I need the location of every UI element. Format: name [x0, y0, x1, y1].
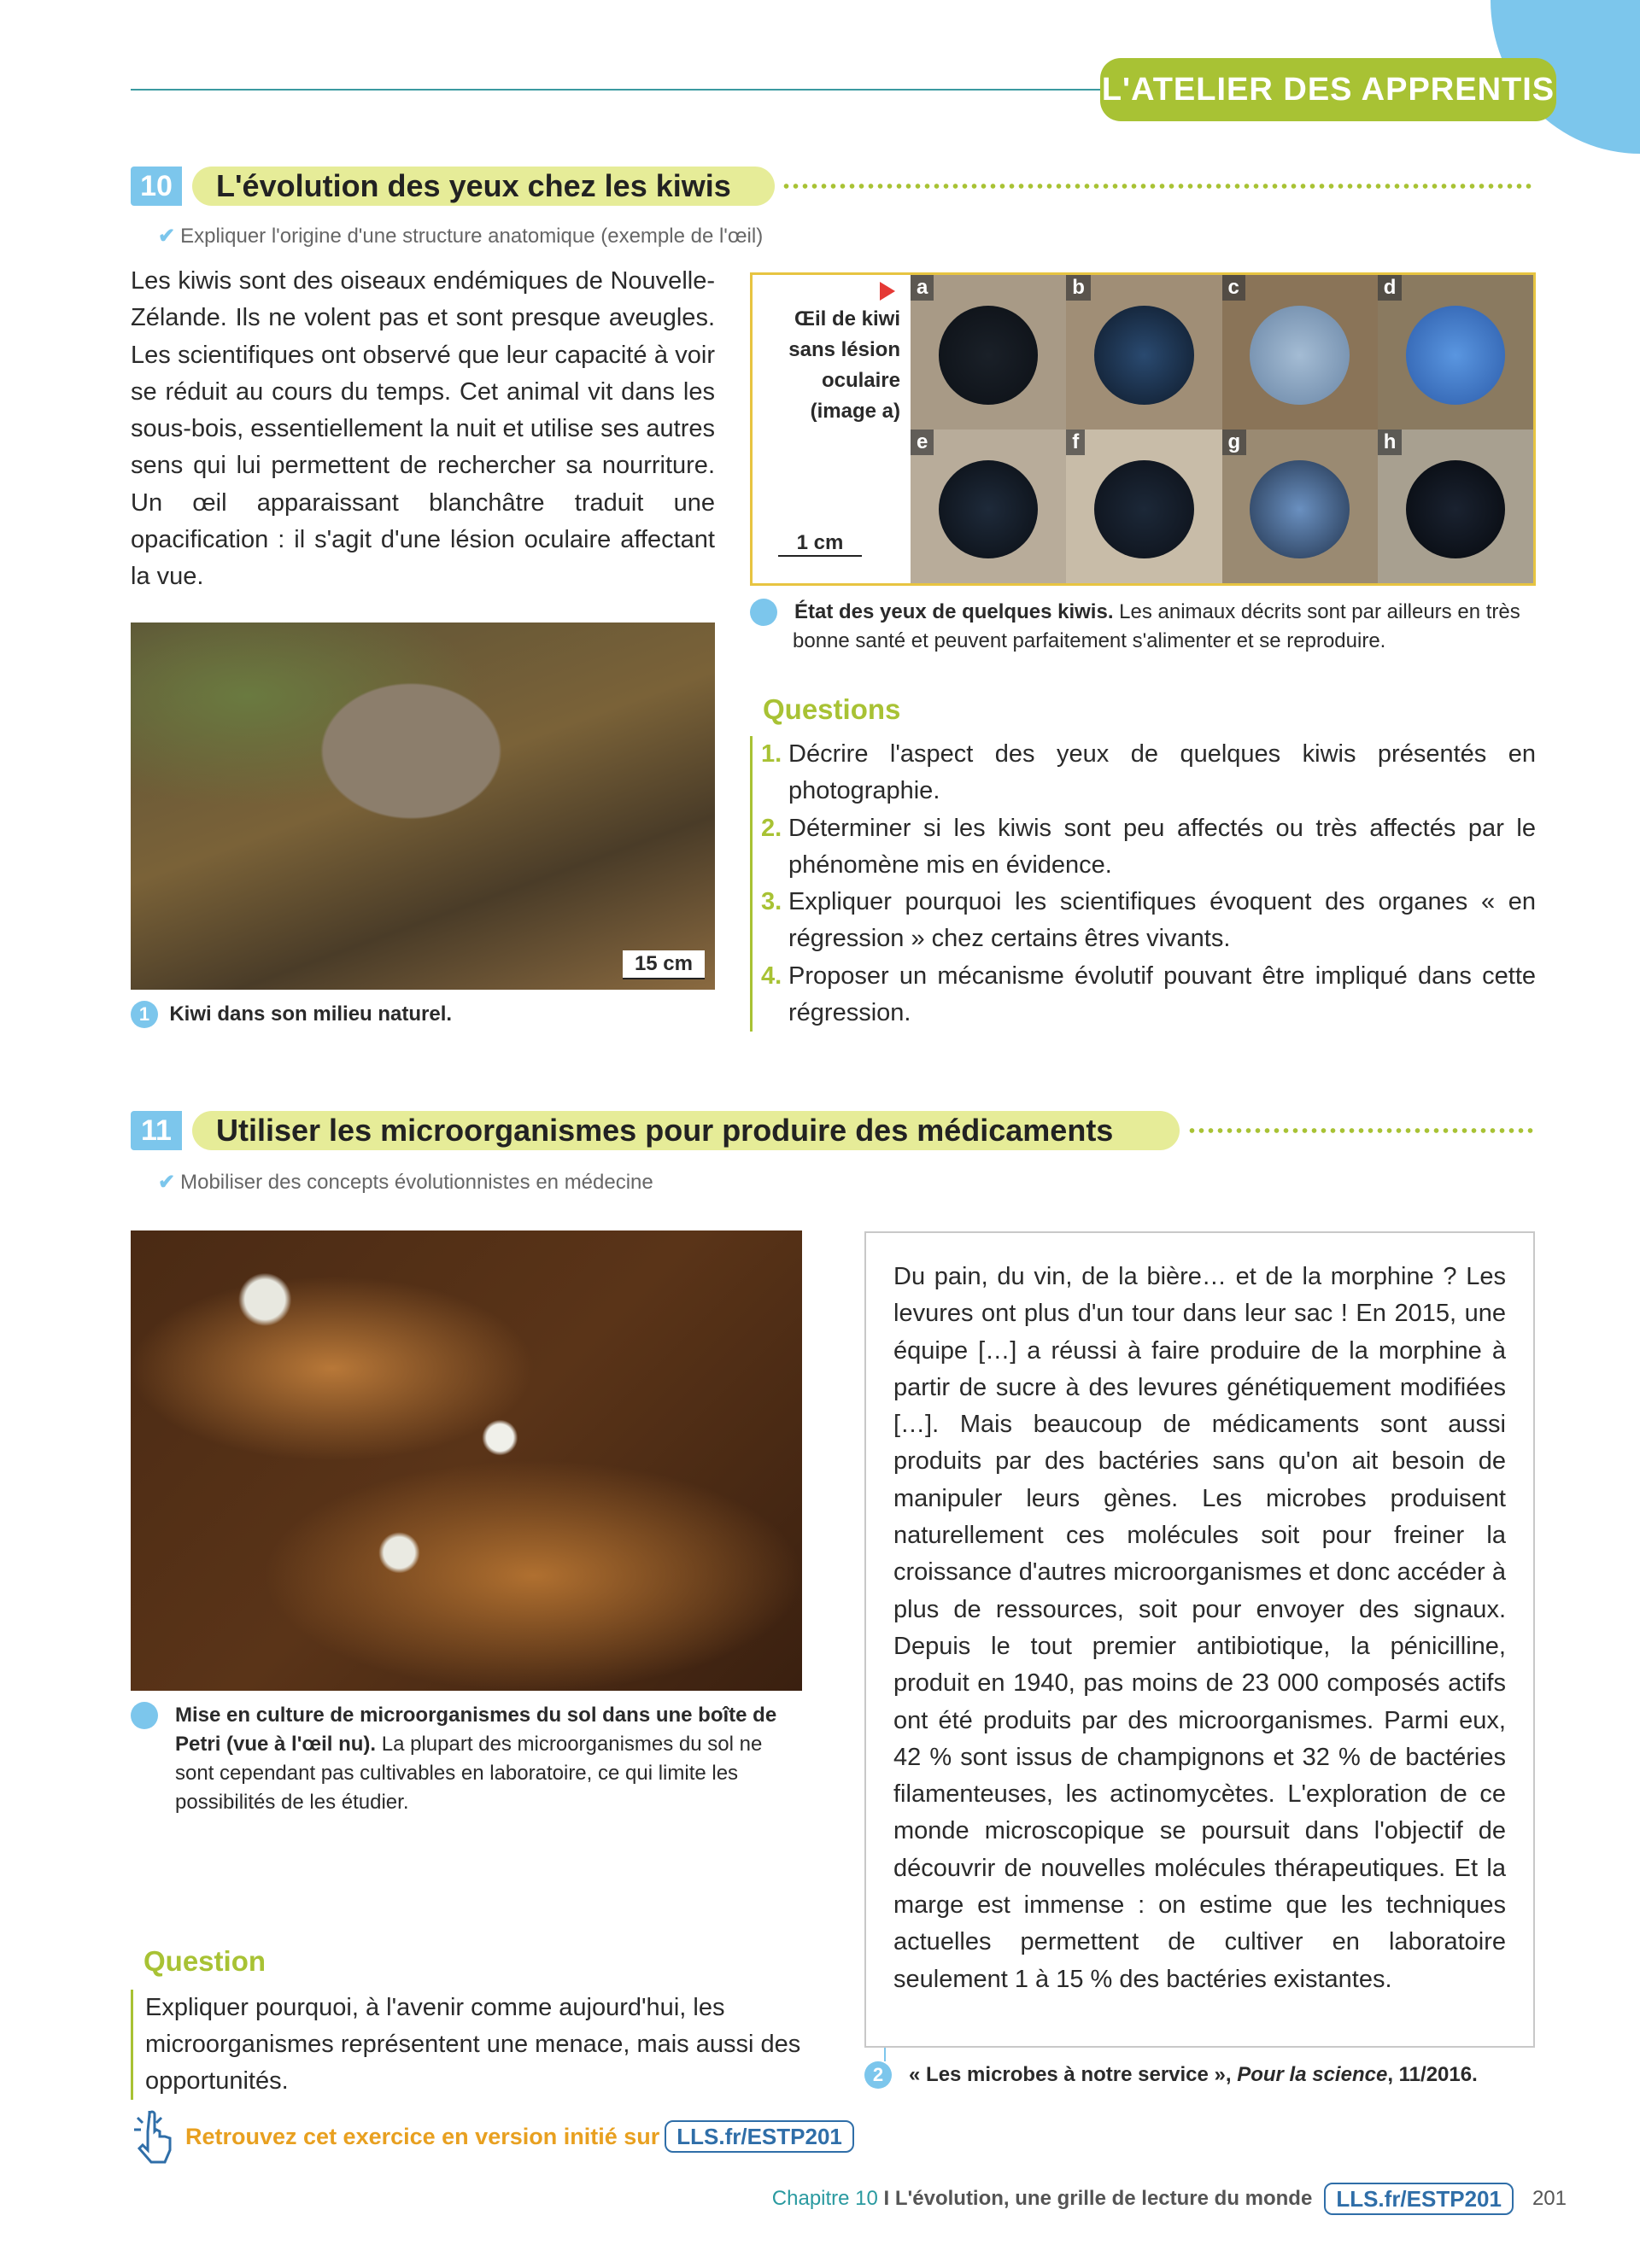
eye-panel-h: h [1378, 430, 1533, 584]
footer [772, 2183, 1567, 2215]
legend-text: Œil de kiwi sans lésion oculaire (image a) [788, 307, 900, 423]
doc1-caption [100, 1701, 802, 1817]
tap-hand-icon [131, 2109, 180, 2164]
question-item: 3. Expliquer pourquoi les scientifiques évoquent des organes « en régression » chez certains êtres vivants. [761, 888, 1536, 953]
doc1-caption [131, 1000, 452, 1029]
caption-text: Kiwi dans son milieu naturel. [169, 1002, 453, 1026]
connector [884, 2048, 886, 2061]
caption-title: État des yeux de quelques kiwis. [794, 600, 1114, 623]
eye-panel-e: e [911, 430, 1066, 584]
questions-heading: Questions [763, 693, 901, 725]
scale-bar: 1 cm [778, 531, 862, 557]
eye-grid [911, 275, 1533, 583]
scale-bar: 15 cm [623, 950, 705, 979]
kiwi-eyes-figure [750, 272, 1536, 586]
question-item: 2. Déterminer si les kiwis sont peu affectés ou très affectés par le phénomène mis en évidence. [761, 814, 1536, 879]
question-item: 4. Proposer un mécanisme évolutif pouvant être impliqué dans cette régression. [761, 962, 1536, 1027]
source: 2 « Les microbes à notre service », Pour la science, 11/2016. [864, 2060, 1478, 2090]
exercise-title: Utiliser les microorganismes pour produire des médicaments [192, 1111, 1180, 1150]
online-version [131, 2109, 854, 2164]
page-number: 201 [1532, 2187, 1567, 2210]
header-rule [131, 89, 1104, 91]
eye-panel-f: f [1066, 430, 1221, 584]
eye-panel-c: c [1222, 275, 1378, 430]
title-dots [1187, 1128, 1535, 1133]
quote-text: Du pain, du vin, de la bière… et de la morphine ? Les levures ont plus d'un tour dans leur sac ! En 2015, une équipe […] a réussi à faire produire de la morphine à partir de sucre à des levures génétiquement modifiées […]. Mais beaucoup de médicaments sont aussi produits par des bactéries sans qu'on ait besoin de manipuler leurs gènes. Les microbes produisent naturellement ces molécules soit pour freiner la croissance d'autres microorganismes et donc accéder à plus de ressources, soit pour envoyer des signaux. Depuis le tout premier antibiotique, la pénicilline, produit en 1940, pas moins de 23 000 composés actifs ont été produits par des microorganismes. Parmi eux, 42 % sont issus de champignons et 32 % de bactéries filamenteuses, les actinomycètes. L'exploration de ce monde microscopique se poursuit dans l'objectif de découvrir de nouvelles molécules thérapeutiques. Et la marge est immense : on estime que les techniques actuelles permettent de cultiver en laboratoire seulement 1 à 15 % des bactéries existantes. [893, 1263, 1506, 1993]
eye-panel-d: d [1378, 275, 1533, 430]
title-dots [782, 184, 1535, 189]
intro-text: Les kiwis sont des oiseaux endémiques de Nouvelle-Zélande. Ils ne volent pas et sont presque aveugles. Les scientifiques ont observé que leur capacité à voir se réduit au cours du temps. Cet animal vit dans les sous-bois, essentiellement la nuit et utilise ses autres sens qui lui permettent de rechercher sa nourriture. Un œil apparaissant blanchâtre traduit une opacification : il s'agit d'une lésion oculaire affectant la vue. [131, 267, 715, 591]
doc-number: 1 [131, 1001, 158, 1028]
caption-title: Mise en culture de microorganismes du sol dans une boîte de Petri (vue à l'œil nu). [175, 1704, 777, 1756]
check-icon: ✔ [158, 225, 176, 248]
chapter-label: Chapitre 10 [771, 2187, 878, 2210]
separator: I [877, 2187, 895, 2210]
doc-number: 2 [750, 599, 777, 626]
exercise-number: 10 [131, 167, 182, 206]
section-badge: L'ATELIER DES APPRENTIS [1100, 58, 1556, 121]
objective-text: Expliquer l'origine d'une structure anatomique (exemple de l'œil) [180, 225, 764, 248]
check-icon: ✔ [158, 1171, 176, 1194]
caption-text: Les animaux décrits sont par ailleurs en très bonne santé et peuvent parfaitement s'alimenter et se reproduire. [793, 600, 1520, 652]
online-link[interactable]: LLS.fr/ESTP201 [665, 2120, 854, 2153]
question-text: Expliquer pourquoi, à l'avenir comme aujourd'hui, les microorganismes représentent une menace, mais aussi des opportunités. [131, 1990, 802, 2100]
exercise-number: 11 [131, 1111, 182, 1150]
objective [158, 1170, 653, 1195]
figure-legend [753, 275, 911, 583]
objective-text: Mobiliser des concepts évolutionnistes en médecine [180, 1171, 653, 1194]
doc-number: 2 [864, 2061, 892, 2089]
doc2-caption [721, 598, 1536, 656]
question-heading: Question [144, 1945, 266, 1977]
question-item: 1. Décrire l'aspect des yeux de quelques kiwis présentés en photographie. [761, 740, 1536, 805]
chapter-title: L'évolution, une grille de lecture du monde [894, 2187, 1313, 2210]
questions-list [750, 736, 1536, 1032]
exercise-title: L'évolution des yeux chez les kiwis [192, 167, 775, 206]
online-text: Retrouvez cet exercice en version initié sur [185, 2123, 660, 2149]
eye-panel-b: b [1066, 275, 1221, 430]
doc-number: 1 [131, 1702, 158, 1729]
petri-dish-photo [131, 1230, 802, 1691]
eye-panel-g: g [1222, 430, 1378, 584]
eye-panel-a: a [911, 275, 1066, 430]
footer-link[interactable]: LLS.fr/ESTP201 [1324, 2183, 1514, 2215]
objective [158, 224, 763, 248]
arrow-icon [880, 282, 895, 301]
kiwi-photo [131, 623, 715, 990]
quote-box [864, 1231, 1535, 2048]
caption-text: La plupart des microorganismes du sol ne sont cependant pas cultivables en laboratoire, ce qui limite les possibilités de les étudier. [175, 1733, 763, 1814]
